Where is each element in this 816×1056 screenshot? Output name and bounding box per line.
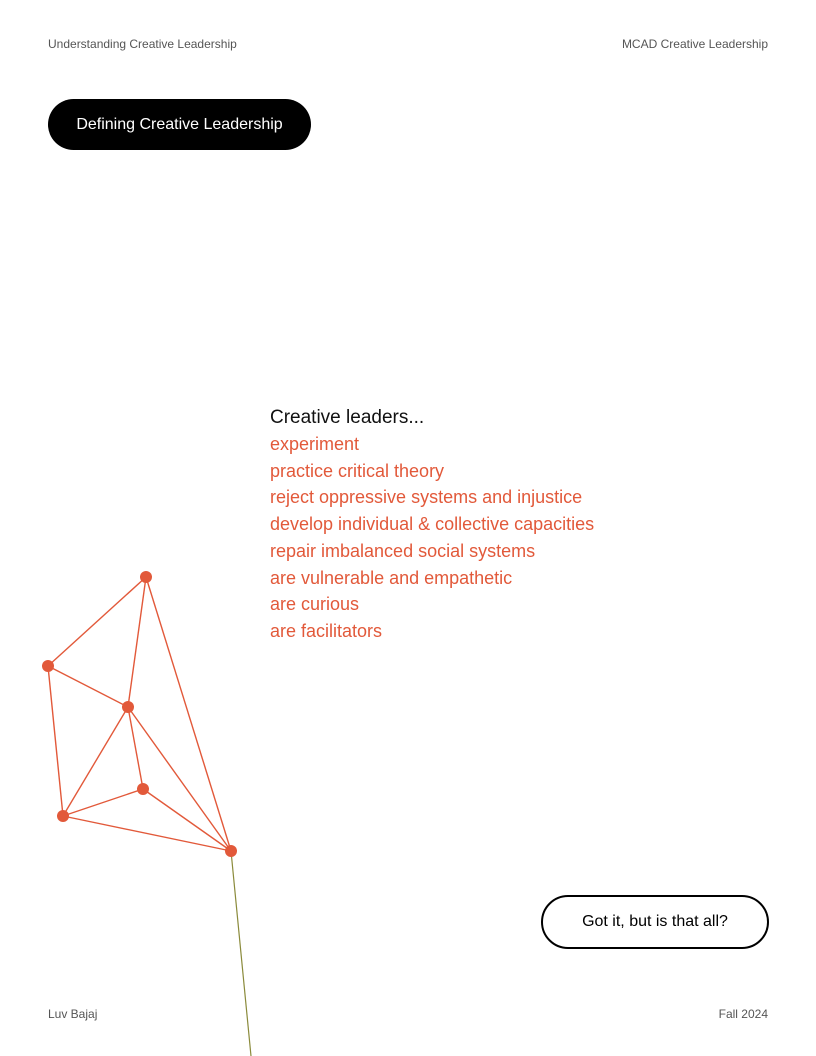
graph-tail-line	[231, 851, 251, 1056]
creative-leaders-list	[270, 404, 770, 645]
graph-edge	[63, 707, 128, 816]
graph-node	[42, 660, 54, 672]
traits-list	[270, 431, 770, 645]
trait-item: reject oppressive systems and injustice	[270, 487, 583, 508]
graph-node	[122, 701, 134, 713]
graph-edge	[128, 707, 231, 851]
graph-node	[57, 810, 69, 822]
trait-item: are curious	[270, 594, 360, 615]
graph-edge	[48, 666, 63, 816]
graph-edge	[128, 577, 146, 707]
graph-edge	[146, 577, 231, 851]
next-question-button[interactable]: Got it, but is that all?	[541, 895, 769, 949]
graph-edge	[128, 707, 143, 789]
graph-node	[137, 783, 149, 795]
graph-edge	[48, 577, 146, 666]
section-title: Defining Creative Leadership	[76, 115, 283, 133]
trait-item: are vulnerable and empathetic	[270, 567, 513, 588]
list-intro: Creative leaders...	[270, 407, 425, 428]
header-program-name: MCAD Creative Leadership	[621, 37, 768, 51]
graph-edge	[48, 666, 128, 707]
footer-author: Luv Bajaj	[48, 1007, 98, 1021]
trait-item: practice critical theory	[270, 460, 445, 481]
trait-item: experiment	[270, 434, 360, 454]
graph-edge	[63, 789, 143, 816]
graph-node	[225, 845, 237, 857]
graph-node	[140, 571, 152, 583]
trait-item: repair imbalanced social systems	[270, 540, 536, 561]
header-course-title: Understanding Creative Leadership	[48, 37, 237, 51]
trait-item: develop individual & collective capacities	[270, 514, 595, 535]
trait-item: are facilitators	[270, 620, 383, 641]
footer-term: Fall 2024	[718, 1007, 768, 1021]
